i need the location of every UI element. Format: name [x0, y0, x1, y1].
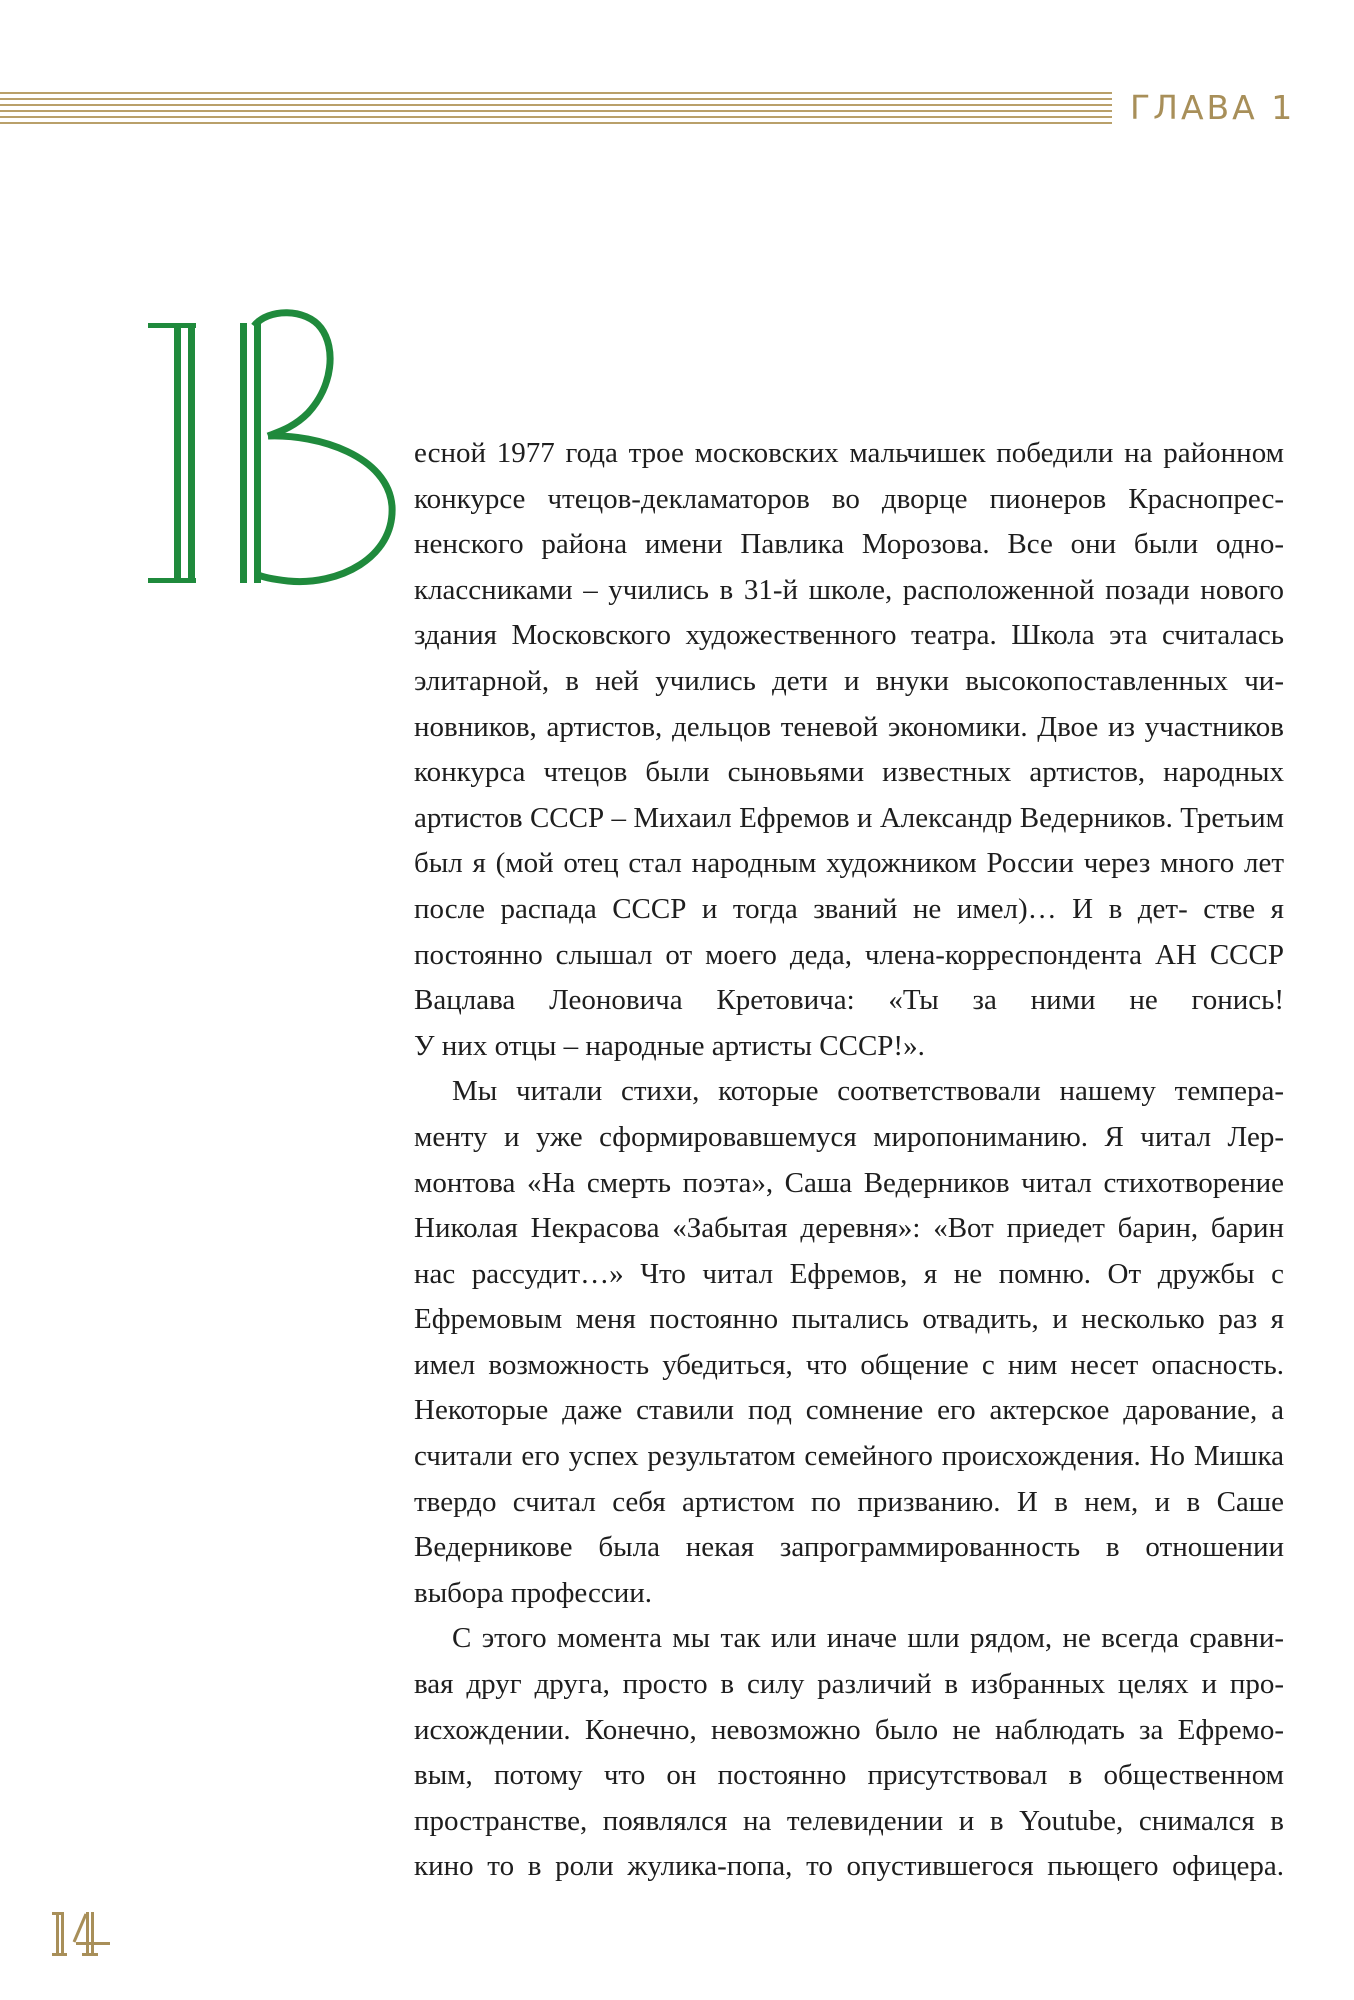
- text-line: Третьим был я (мой отец стал народным художником России через: [414, 801, 1284, 880]
- text-line: конкурса чтецов были сыновьями известных артистов, народных: [414, 756, 1284, 789]
- text-line: нас рассудит…» Что читал Ефремов, я не помню. От дружбы с: [414, 1257, 1284, 1290]
- text-line: элитарной, в ней учились дети и внуки высокопоставленных чи-: [414, 664, 1284, 697]
- text-line: пространстве, появлялся на телевидении и в Youtube, снимался в: [414, 1804, 1284, 1837]
- text-line: кино то в роли жулика-попа, то опустившегося пьющего офицера.: [414, 1850, 1284, 1883]
- text-line: Мишка твердо считал себя артистом по призванию. И в нем, и в: [414, 1440, 1285, 1518]
- text-line: Николая Некрасова «Забытая деревня»: «Вот приедет барин, барин: [414, 1212, 1284, 1245]
- text-line: исхождении. Конечно, невозможно было не наблюдать за Ефремо-: [414, 1713, 1284, 1746]
- text-line: монтова «На смерть поэта», Саша Ведерников читал стихотворение: [414, 1166, 1284, 1199]
- text-line: С этого момента мы так или иначе шли рядом, не всегда сравни-: [452, 1622, 1284, 1655]
- text-line: классниками – учились в 31-й школе, расположенной позади нового: [414, 573, 1284, 606]
- paragraph: [414, 431, 1284, 1024]
- text-line: конкурсе чтецов-декламаторов во дворце пионеров Краснопрес-: [414, 482, 1284, 515]
- text-line: Ефремовым меня постоянно пытались отвадить, и несколько раз: [414, 1303, 1258, 1336]
- paragraph: [414, 1024, 1284, 1070]
- paragraph: [414, 1616, 1284, 1890]
- text-line: СССР Вацлава Леоновича Кретовича: «Ты за ними не гонись!: [414, 938, 1284, 1017]
- text-line: вая друг друга, просто в силу различий в избранных целях и про-: [414, 1668, 1284, 1701]
- text-line: вым, потому что он постоянно присутствовал в общественном: [414, 1759, 1284, 1792]
- text-line: У них отцы – народные артисты СССР!».: [414, 1029, 925, 1062]
- text-line: есной 1977 года трое московских мальчишек победили на районном: [414, 437, 1284, 469]
- chapter-heading: ГЛАВА 1: [1130, 88, 1296, 127]
- page-number: [50, 1908, 125, 1960]
- paragraph: [414, 1069, 1284, 1571]
- text-line: стве я постоянно слышал от моего деда, члена-корреспондента АН: [414, 892, 1285, 971]
- text-line: я имел возможность убедиться, что общение с ним несет опасность.: [414, 1303, 1285, 1381]
- text-line: Мы читали стихи, которые соответствовали нашему темпера-: [452, 1075, 1284, 1108]
- paragraph: [414, 1571, 1284, 1617]
- text-line: артистов СССР – Михаил Ефремов и Александр Ведерников.: [414, 801, 1173, 834]
- text-line: Саше Ведерникове была некая запрограммированность в отношении: [414, 1485, 1284, 1564]
- text-line: Некоторые даже ставили под сомнение его актерское дарование, а: [414, 1394, 1284, 1427]
- text-line: новников, артистов, дельцов теневой экономики. Двое из участников: [414, 710, 1284, 743]
- body-text: [414, 431, 1284, 1890]
- text-line: здания Московского художественного театра. Школа эта считалась: [414, 619, 1284, 652]
- header-decorative-rules: [0, 92, 1112, 124]
- text-line: считали его успех результатом семейного происхождения. Но: [414, 1440, 1186, 1473]
- text-line: выбора профессии.: [414, 1576, 652, 1609]
- text-line: ненского района имени Павлика Морозова. Все они были одно-: [414, 528, 1284, 561]
- text-line: много лет после распада СССР и тогда званий не имел)… И в дет-: [414, 847, 1285, 925]
- dropcap-letter: [148, 308, 398, 598]
- text-line: менту и уже сформировавшемуся миропониманию. Я читал Лер-: [414, 1120, 1284, 1153]
